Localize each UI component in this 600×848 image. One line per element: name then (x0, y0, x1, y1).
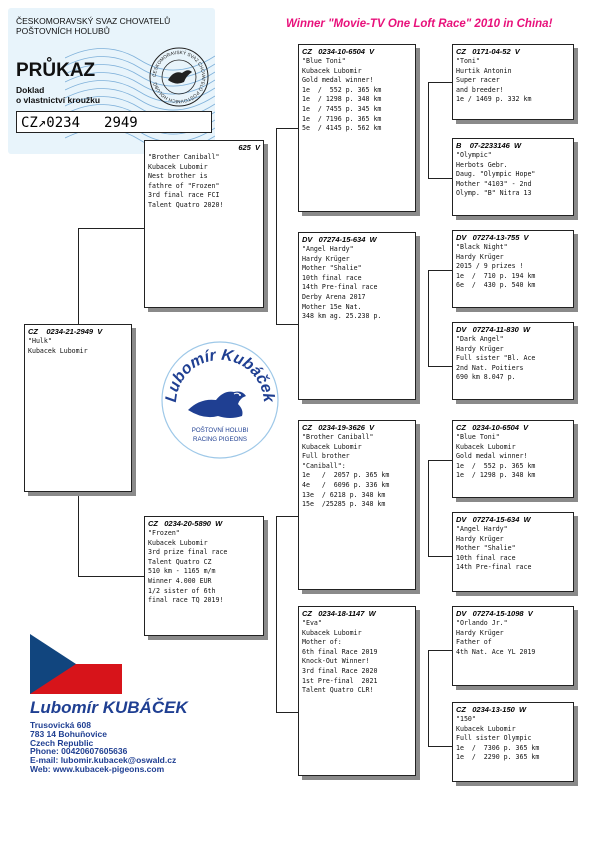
breeder-name: Lubomír KUBÁČEK (30, 698, 188, 717)
connector-line (428, 270, 429, 366)
ring-number: DV 07274-15-634 W (456, 515, 531, 524)
ring-number: DV 07274-13-755 V (456, 233, 529, 242)
ring-ownership-card (8, 8, 215, 154)
connector-line (428, 366, 452, 367)
breeder-web[interactable]: Web: www.kubacek-pigeons.com (30, 763, 165, 774)
breeder-email[interactable]: E-mail: lubomir.kubacek@oswald.cz (30, 755, 177, 766)
connector-line (276, 516, 277, 712)
ring-number: CZ 0234-10-6504 V (302, 47, 375, 56)
page-title: Winner "Movie-TV One Loft Race" 2010 in China! (286, 18, 553, 30)
connector-line (276, 712, 298, 713)
pedigree-box-mother: CZ 0234-20-5890 W "Frozen" Kubacek Lubomir 3rd prize final race Talent Quatro CZ 510 km - 1165 m/m Winner 4.000 EUR 1/2 sister of 6th final race TQ 2019! (144, 516, 264, 636)
ring-number: CZ 0234-18-1147 W (302, 609, 376, 618)
pedigree-box-fmm: DV 07274-11-830 W "Dark Angel" Hardy Krüger Full sister "Bl. Ace 2nd Nat. Poitiers 690 km 8.047 p. (452, 322, 574, 400)
pedigree-box-mmm: CZ 0234-13-150 W "150" Kubacek Lubomir Full sister Olympic 1e / 7306 p. 365 km 1e / 2290 p. 365 km (452, 702, 574, 782)
ring-number: DV 07274-11-830 W (456, 325, 531, 334)
connector-line (276, 128, 298, 129)
kubacek-logo (160, 340, 280, 460)
logo-name: Lubomír Kubáček (162, 346, 278, 404)
czech-flag-icon (30, 634, 122, 694)
connector-line (78, 228, 144, 229)
ring-number-field: CZ↗0234 2949 (16, 111, 212, 133)
pedigree-box-mf: CZ 0234-19-3626 V "Brother Caniball" Kubacek Lubomir Full brother "Caniball": 1e / 2057 p. 365 km 4e / 6096 p. 336 km 13e / 6218 p. 348 km 15e /25285 p. 348 km (298, 420, 416, 590)
connector-line (78, 492, 79, 576)
ring-number: CZ 0171-04-52 V (456, 47, 520, 56)
connector-line (428, 82, 452, 83)
pedigree-box-fm: DV 07274-15-634 W "Angel Hardy" Hardy Krüger Mother "Shalie" 10th final race 14th Pre-final race Derby Arena 2017 Mother 15e Nat. 348 km ag. 25.238 p. (298, 232, 416, 400)
stamp-text: ČESKOMORAVSKÝ SVAZ CHOVATELŮ POŠTOVNÍCH HOLUBŮ (151, 49, 207, 105)
ring-number: CZ 0234-19-3626 V (302, 423, 375, 432)
association-stamp (148, 46, 210, 108)
ring-number: CZ 0234-13-150 W (456, 705, 527, 714)
connector-line (428, 746, 452, 747)
ring-number: DV 07274-15-1098 V (456, 609, 533, 618)
ring-number: DV 07274-15-634 W (302, 235, 377, 244)
ring-number: 625 V (238, 143, 260, 152)
card-subtitle: Doklad o vlastnictví kroužku (16, 85, 101, 105)
ring-number: B 07-2233146 W (456, 141, 522, 150)
pedigree-box-mmf: DV 07274-15-1098 V "Orlando Jr." Hardy Krüger Father of 4th Nat. Ace YL 2019 (452, 606, 574, 686)
connector-line (276, 324, 298, 325)
ring-arrow-icon: ↗ (37, 115, 47, 131)
connector-line (78, 576, 144, 577)
ring-number: CZ 0234-21-2949 V (28, 327, 103, 336)
pedigree-box-father: 625 V "Brother Caniball" Kubacek Lubomir Nest brother is fathre of "Frozen" 3rd final race FCI Talent Quatro 2020! (144, 140, 264, 308)
connector-line (428, 650, 429, 746)
connector-line (428, 178, 452, 179)
connector-line (276, 128, 277, 324)
breeder-address: Trusovická 608 783 14 Bohuňovice Czech Republic Phone: 00420607605636 E-mail: lubomir.kubacek@oswald.cz Web: www.kubacek-pigeons.com (30, 720, 177, 774)
connector-line (78, 228, 79, 324)
pedigree-box-fmf: DV 07274-13-755 V "Black Night" Hardy Krüger 2015 / 9 prizes ! 1e / 710 p. 194 km 6e / 430 p. 540 km (452, 230, 574, 308)
pedigree-box-mm: CZ 0234-18-1147 W "Eva" Kubacek Lubomir Mother of: 6th final Race 2019 Knock-Out Winner! 3rd final Race 2020 1st Pre-final 2021 Talent Quatro CLR! (298, 606, 416, 776)
pedigree-box-mfm: DV 07274-15-634 W "Angel Hardy" Hardy Krüger Mother "Shalie" 10th final race 14th Pre-final race (452, 512, 574, 592)
connector-line (428, 650, 452, 651)
logo-line1: POŠTOVNÍ HOLUBI (191, 427, 249, 434)
logo-line2: RACING PIGEONS (193, 436, 247, 443)
connector-line (428, 556, 452, 557)
ring-number: CZ 0234-10-6504 V (456, 423, 529, 432)
connector-line (428, 270, 452, 271)
association-name: ČESKOMORAVSKÝ SVAZ CHOVATELŮ POŠTOVNÍCH HOLUBŮ (16, 16, 171, 36)
pedigree-box-ffm: B 07-2233146 W "Olympic" Herbots Gebr. Daug. "Olympic Hope" Mother "4103" - 2nd Olymp. "B" Nitra 13 (452, 138, 574, 216)
pedigree-box-bird: CZ 0234-21-2949 V "Hulk" Kubacek Lubomir (24, 324, 132, 492)
connector-line (428, 460, 429, 556)
connector-line (276, 516, 298, 517)
ring-number: CZ 0234-20-5890 W (148, 519, 223, 528)
card-heading: PRŮKAZ (16, 60, 96, 81)
pedigree-box-ff: CZ 0234-10-6504 V "Blue Toni" Kubacek Lubomir Gold medal winner! 1e / 552 p. 365 km 1e / 1298 p. 348 km 1e / 7455 p. 345 km 1e / 7196 p. 365 km 5e / 4145 p. 562 km (298, 44, 416, 212)
pedigree-box-mff: CZ 0234-10-6504 V "Blue Toni" Kubacek Lubomir Gold medal winner! 1e / 552 p. 365 km 1e / 1298 p. 348 km (452, 420, 574, 498)
pedigree-box-fff: CZ 0171-04-52 V "Toni" Hurtik Antonin Super racer and breeder! 1e / 1469 p. 332 km (452, 44, 574, 120)
connector-line (428, 460, 452, 461)
connector-line (428, 82, 429, 178)
